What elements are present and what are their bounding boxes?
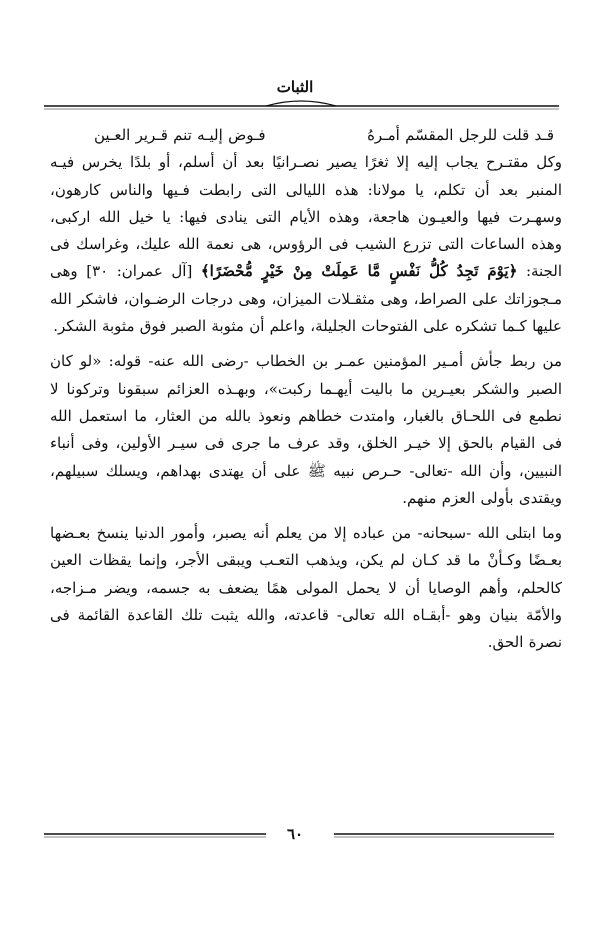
verse-first-half: قـد قلت للرجل المقسّم أمـرهُ bbox=[367, 126, 554, 144]
body-text bbox=[50, 122, 562, 657]
header-title: الثبات bbox=[276, 78, 314, 96]
paragraph-2: من ربط جأش أمـير المؤمنين عمـر بن الخطاب -رضى الله عنه- قوله: «لو كان الصبر والشكر بعيـرين ما باليت أيهـما ركبت»، وبهـذه العزائم سبقونا وتركونا لا نطمع فى اللحـاق بالغبار، وامتدت خطاهم ونعوذ بالله من العثار، ما استعمل الله فى القيام بالحق إلا خيـر الخلق، وقد عرف ما جرى فى سيـر الأولين، وفى أنباء النبيين، وأن الله -تعالى- حـرص نبيه ﷺ على أن يهتدى بهداهم، ويسلك سبيلهم، ويقتدى بأولى العزم منهم. bbox=[50, 352, 562, 507]
running-header bbox=[0, 78, 590, 118]
paragraph-1 bbox=[50, 149, 562, 340]
verse-second-half: فـوض إليـه تنم قـرير العـين bbox=[94, 126, 266, 144]
header-ornament-rule bbox=[44, 94, 559, 118]
quran-quote: ﴿يَوْمَ تَجِدُ كُلُّ نَفْسٍ مَّا عَمِلَتْ مِنْ خَيْرٍ مُّحْضَرًا﴾ bbox=[200, 262, 518, 281]
page-footer bbox=[0, 822, 590, 846]
paragraph-1-continuation: [آل عمران: ٣٠] وهى مـجوزاتك على الصراط، وهى مثقـلات الميزان، وهى درجات الرضـوان، فاشكر الله عليها كـما تشكره على الفتوحات الجليلة، واعلم أن مثوبة الصبر فوق مثوبة الشكر. bbox=[50, 262, 562, 336]
page-number: ٦٠ bbox=[286, 825, 304, 843]
paragraph-1-text: وكل مقتـرح يجاب إليه إلا ثغرًا يصير نصـرانيًا بعد أن أسلم، أو بلدًا يخرس فيـه المنبر بعد أن تكلم، يا مولانا: هذه الليالى التى رابطت فـيها والناس كارهون، وسهـرت فيها والعيـون هاجعة، وهذه الأيام التى ينادى فيها: يا خيل الله اركبى، وهذه الساعات التى تزرع الشيب فى الرؤوس، هى نعمة الله عليك، وغراسك فى الجنة: bbox=[50, 153, 562, 281]
poetry-verse bbox=[50, 122, 562, 149]
paragraph-3: وما ابتلى الله -سبحانه- من عباده إلا من يعلم أنه يصبر، وأمور الدنيا ينسخ بعـضها بعـضًا وكـأنْ ما قد كـان لم يكن، ويذهب التعـب ويبقى الأجر، وإنما يقظات العين كالحلم، وأهم الوصايا أن لا يحمل المولى همًا يضعف به جسمه، ويضر مـزاجه، والأمّة بنيان وهو -أبقـاه الله تعالى- قاعدته، والله يثبت تلك القاعدة القائمة فى نصرة الحق. bbox=[50, 524, 562, 652]
